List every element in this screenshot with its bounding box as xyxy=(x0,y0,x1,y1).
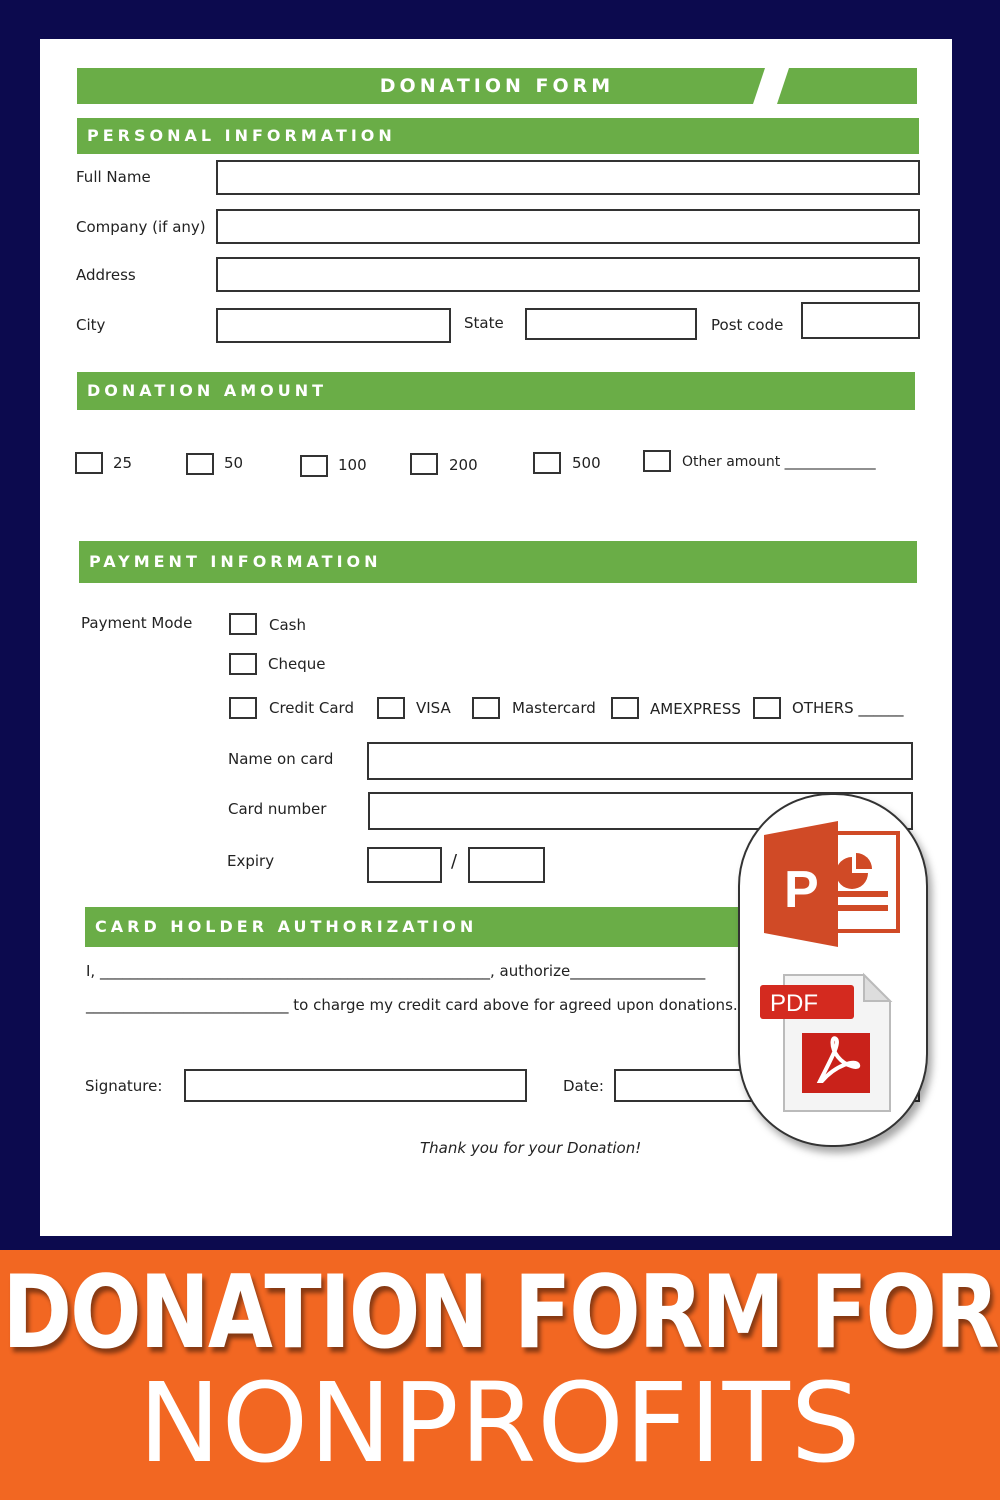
mastercard-label: Mastercard xyxy=(512,699,596,717)
amount-200-checkbox[interactable] xyxy=(410,453,438,475)
amount-50-label: 50 xyxy=(224,454,244,472)
form-title-bar xyxy=(77,68,917,104)
date-label: Date: xyxy=(563,1077,604,1095)
ppt-letter: P xyxy=(784,861,819,919)
file-format-badge xyxy=(738,793,928,1147)
section-payment-information: PAYMENT INFORMATION xyxy=(79,541,917,583)
format-icons xyxy=(740,795,926,1145)
city-field[interactable] xyxy=(216,308,451,343)
name-on-card-field[interactable] xyxy=(367,742,913,780)
pdf-label: PDF xyxy=(770,990,818,1017)
amexpress-label: AMEXPRESS xyxy=(650,700,741,718)
powerpoint-icon xyxy=(764,821,898,947)
others-checkbox[interactable] xyxy=(753,697,781,719)
address-label: Address xyxy=(76,266,136,284)
address-field[interactable] xyxy=(216,257,920,292)
post-code-label: Post code xyxy=(711,316,784,334)
amount-25-label: 25 xyxy=(113,454,133,472)
company-field[interactable] xyxy=(216,209,920,244)
banner-title-line-2: NONPROFITS xyxy=(138,1359,862,1487)
amount-500-checkbox[interactable] xyxy=(533,452,561,474)
expiry-label: Expiry xyxy=(227,852,275,870)
amount-100-label: 100 xyxy=(338,456,367,474)
form-title: DONATION FORM xyxy=(379,75,615,97)
section-personal-information: PERSONAL INFORMATION xyxy=(77,118,919,154)
amount-500-label: 500 xyxy=(572,454,601,472)
thank-you-note: Thank you for your Donation! xyxy=(420,1139,642,1157)
expiry-year-field[interactable] xyxy=(468,847,545,883)
card-number-label: Card number xyxy=(228,800,327,818)
section-card-holder-authorization: CARD HOLDER AUTHORIZATION xyxy=(85,907,917,947)
amount-50-checkbox[interactable] xyxy=(186,453,214,475)
cash-checkbox[interactable] xyxy=(229,613,257,635)
cheque-checkbox[interactable] xyxy=(229,653,257,675)
amount-other-checkbox[interactable] xyxy=(643,450,671,472)
cheque-label: Cheque xyxy=(268,655,326,673)
state-label: State xyxy=(464,314,504,332)
authorization-line-2: ___________________________ to charge my credit card above for agreed upon donations. xyxy=(86,996,738,1014)
banner-title-line-1: DONATION FORM FOR xyxy=(2,1253,998,1372)
full-name-label: Full Name xyxy=(76,168,151,186)
pdf-icon xyxy=(760,975,890,1111)
amexpress-checkbox[interactable] xyxy=(611,697,639,719)
amount-other-label: Other amount _____________ xyxy=(682,454,876,470)
authorization-line-1: I, ____________________________________________________, authorize__________________ xyxy=(86,962,706,980)
city-label: City xyxy=(76,316,106,334)
signature-label: Signature: xyxy=(85,1077,163,1095)
name-on-card-label: Name on card xyxy=(228,750,334,768)
credit-card-checkbox[interactable] xyxy=(229,697,257,719)
expiry-separator: / xyxy=(451,851,458,872)
amount-100-checkbox[interactable] xyxy=(300,455,328,477)
credit-card-label: Credit Card xyxy=(269,699,354,717)
post-code-field[interactable] xyxy=(801,302,920,339)
amount-200-label: 200 xyxy=(449,456,478,474)
section-donation-amount: DONATION AMOUNT xyxy=(77,372,915,410)
payment-mode-label: Payment Mode xyxy=(81,614,193,632)
expiry-month-field[interactable] xyxy=(367,847,442,883)
company-label: Company (if any) xyxy=(76,218,206,236)
others-label: OTHERS ______ xyxy=(792,699,904,717)
visa-label: VISA xyxy=(416,699,451,717)
mastercard-checkbox[interactable] xyxy=(472,697,500,719)
full-name-field[interactable] xyxy=(216,160,920,195)
cash-label: Cash xyxy=(269,616,306,634)
state-field[interactable] xyxy=(525,308,697,340)
visa-checkbox[interactable] xyxy=(377,697,405,719)
amount-25-checkbox[interactable] xyxy=(75,452,103,474)
signature-field[interactable] xyxy=(184,1069,527,1102)
